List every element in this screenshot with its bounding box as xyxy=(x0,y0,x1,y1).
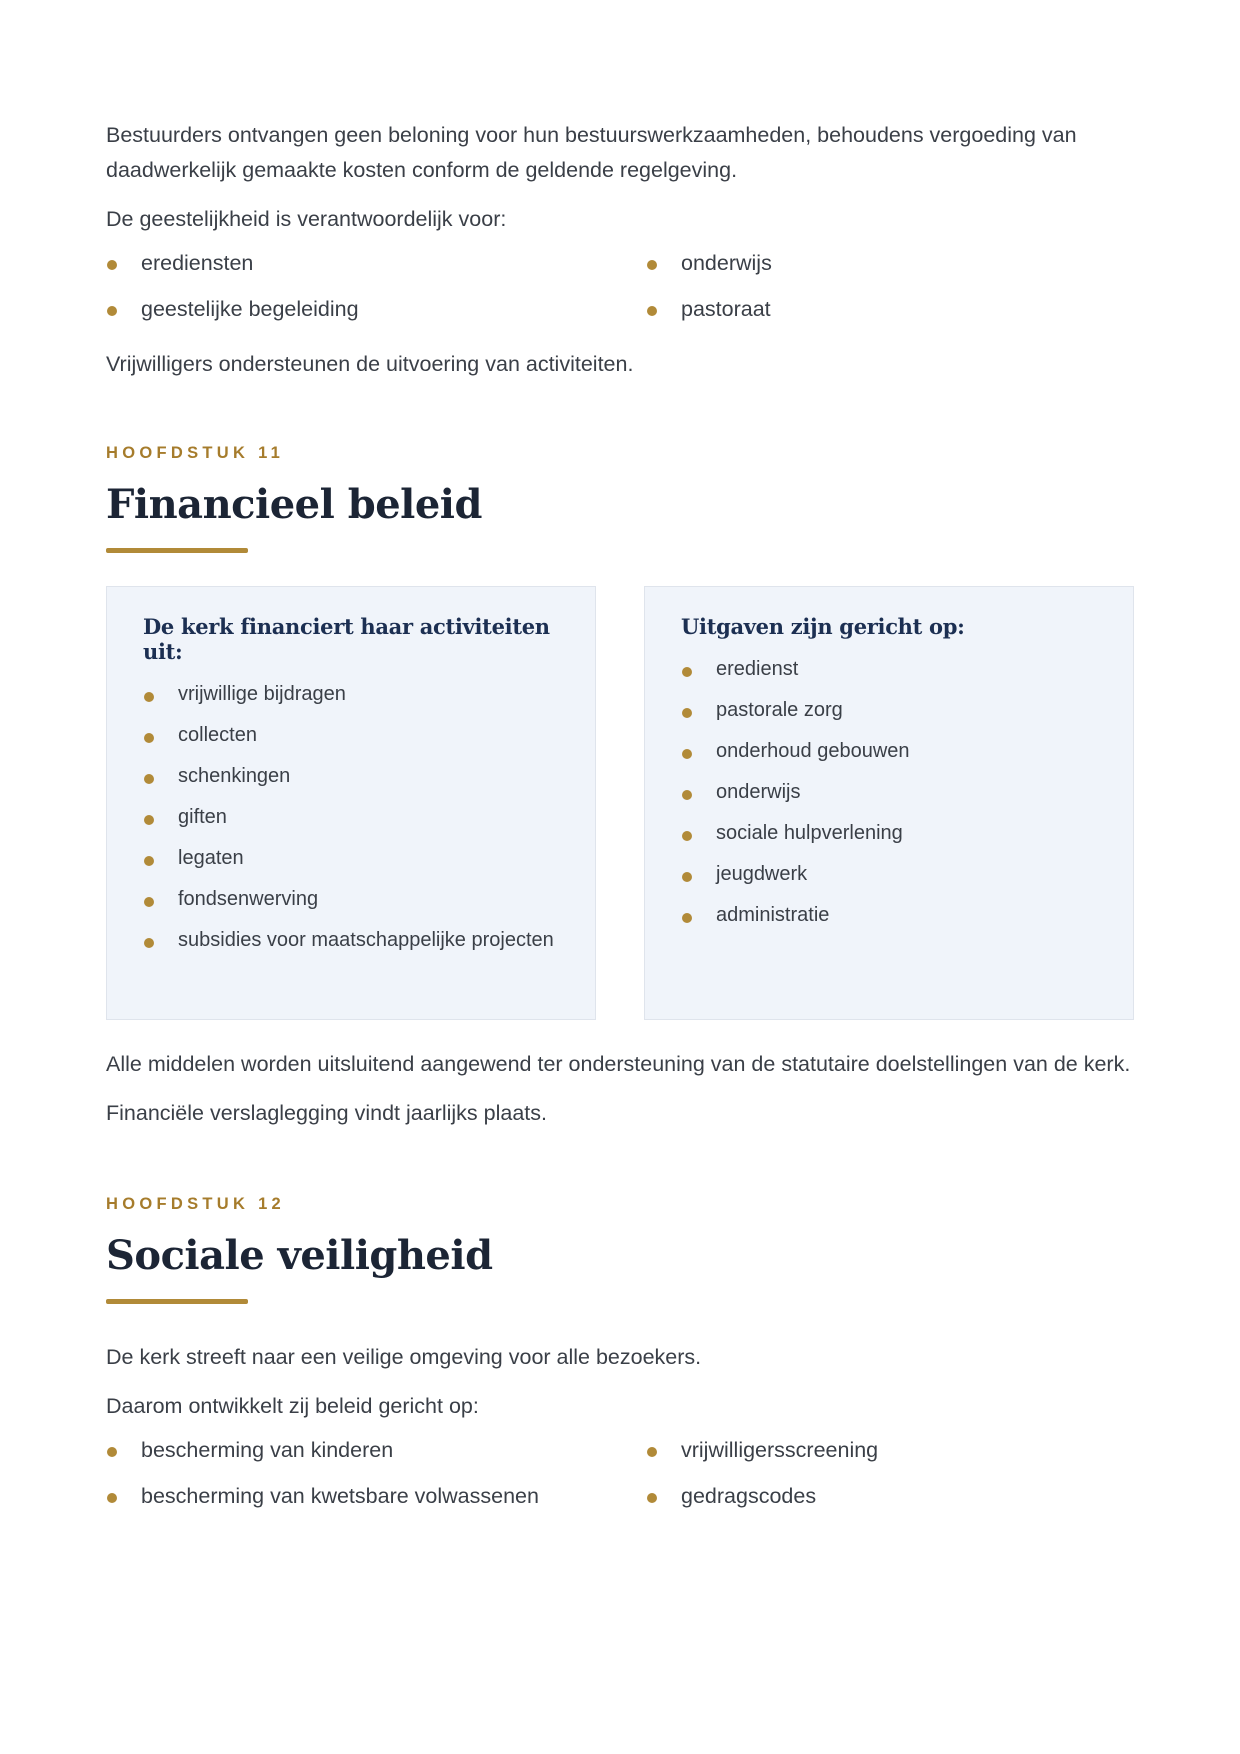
bullet-icon xyxy=(107,1447,117,1457)
list-item: schenkingen xyxy=(143,760,559,793)
bullet-icon xyxy=(144,897,154,907)
bullet-icon xyxy=(144,733,154,743)
list-item: pastoraat xyxy=(646,291,1136,327)
chapter-11-section xyxy=(106,444,1136,1131)
income-box-heading: De kerk financiert haar activiteiten uit: xyxy=(143,614,550,664)
bullet-icon xyxy=(107,260,117,270)
bullet-icon xyxy=(647,1493,657,1503)
list-item: administratie xyxy=(681,899,1097,932)
list-item: vrijwillige bijdragen xyxy=(143,678,559,711)
income-list xyxy=(143,678,559,957)
chapter-12-section xyxy=(106,1195,1136,1514)
bullet-icon xyxy=(647,1447,657,1457)
bullet-icon xyxy=(144,938,154,948)
chapter-11-title: Financieel beleid xyxy=(106,481,482,528)
list-item: vrijwilligersscreening xyxy=(646,1432,1136,1468)
chapter-12-eyebrow: HOOFDSTUK 12 xyxy=(106,1195,286,1213)
page-content xyxy=(106,118,1136,1514)
bullet-icon xyxy=(682,708,692,718)
chapter-12-title: Sociale veiligheid xyxy=(106,1232,493,1279)
chapter-11-eyebrow: HOOFDSTUK 11 xyxy=(106,444,285,462)
list-item: gedragscodes xyxy=(646,1478,1136,1514)
list-item: onderhoud gebouwen xyxy=(681,735,1097,768)
list-item: jeugdwerk xyxy=(681,858,1097,891)
chapter-12-divider xyxy=(106,1299,248,1304)
bullet-icon xyxy=(682,749,692,759)
list-item: pastorale zorg xyxy=(681,694,1097,727)
expenses-box xyxy=(644,586,1134,1020)
bullet-icon xyxy=(682,667,692,677)
bullet-icon xyxy=(682,872,692,882)
list-item: eredienst xyxy=(681,653,1097,686)
bullet-icon xyxy=(647,260,657,270)
bullet-icon xyxy=(144,856,154,866)
intro-paragraph-vrijwilligers: Vrijwilligers ondersteunen de uitvoering van activiteiten. xyxy=(106,352,634,376)
list-item: erediensten xyxy=(106,245,646,281)
chapter-12-paragraph-beleid: Daarom ontwikkelt zij beleid gericht op: xyxy=(106,1394,479,1418)
chapter-11-paragraph-middelen: Alle middelen worden uitsluitend aangewend ter ondersteuning van de statutaire doelstellingen van de kerk. xyxy=(106,1052,1131,1076)
list-item: geestelijke begeleiding xyxy=(106,291,646,327)
finance-boxes xyxy=(106,586,1136,1020)
intro-paragraph-bestuurders: Bestuurders ontvangen geen beloning voor hun bestuurswerkzaamheden, behoudens vergoeding van daadwerkelijk gemaakte kosten conform de geldende regelgeving. xyxy=(106,123,1077,182)
geestelijkheid-list xyxy=(106,245,1136,327)
bullet-icon xyxy=(682,831,692,841)
list-item: bescherming van kinderen xyxy=(106,1432,646,1468)
expenses-box-heading: Uitgaven zijn gericht op: xyxy=(681,614,965,639)
veiligheid-list xyxy=(106,1432,1136,1514)
list-item: onderwijs xyxy=(646,245,1136,281)
chapter-11-paragraph-verslaglegging: Financiële verslaglegging vindt jaarlijks plaats. xyxy=(106,1101,547,1125)
list-item: onderwijs xyxy=(681,776,1097,809)
list-item: legaten xyxy=(143,842,559,875)
bullet-icon xyxy=(647,306,657,316)
bullet-icon xyxy=(144,692,154,702)
bullet-icon xyxy=(682,790,692,800)
income-box xyxy=(106,586,596,1020)
list-item: giften xyxy=(143,801,559,834)
list-item: subsidies voor maatschappelijke projecten xyxy=(143,924,559,957)
intro-paragraph-geestelijkheid: De geestelijkheid is verantwoordelijk voor: xyxy=(106,207,507,231)
chapter-11-divider xyxy=(106,548,248,553)
bullet-icon xyxy=(107,306,117,316)
list-item: bescherming van kwetsbare volwassenen xyxy=(106,1478,646,1514)
list-item: sociale hulpverlening xyxy=(681,817,1097,850)
list-item: collecten xyxy=(143,719,559,752)
list-item: fondsenwerving xyxy=(143,883,559,916)
bullet-icon xyxy=(144,815,154,825)
expenses-list xyxy=(681,653,1097,932)
chapter-12-paragraph-omgeving: De kerk streeft naar een veilige omgeving voor alle bezoekers. xyxy=(106,1345,702,1369)
bullet-icon xyxy=(107,1493,117,1503)
bullet-icon xyxy=(682,913,692,923)
bullet-icon xyxy=(144,774,154,784)
